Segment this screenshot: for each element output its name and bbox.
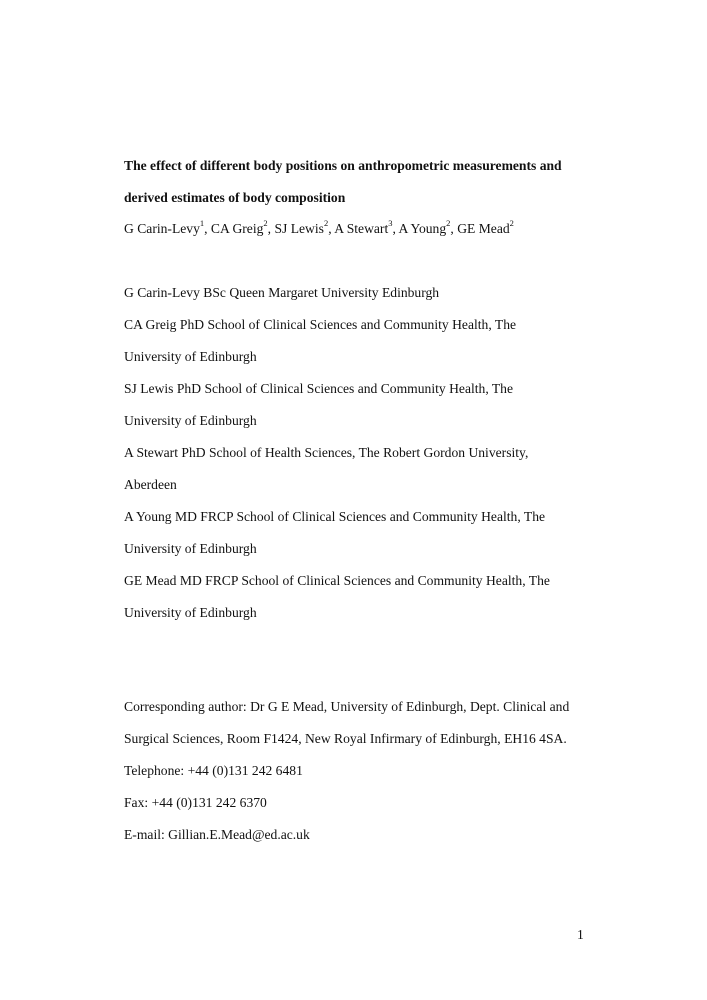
fax: Fax: +44 (0)131 242 6370	[124, 795, 267, 810]
page-number: 1	[577, 927, 584, 942]
author-list	[124, 218, 514, 237]
author: A Young$^2$,	[398, 218, 458, 236]
affiliation-line: G Carin-Levy BSc Queen Margaret University Edinburgh	[124, 285, 440, 300]
author: SJ Lewis$^2$,	[274, 218, 335, 236]
author: A Stewart$^3$,	[334, 218, 399, 236]
author: G Carin-Levy$^1$,	[124, 218, 211, 236]
title-line: The effect of different body positions on anthropometric measurements and	[124, 158, 562, 173]
affiliation-line: GE Mead MD FRCP School of Clinical Sciences and Community Health, The	[124, 573, 550, 588]
email: E-mail: Gillian.E.Mead@ed.ac.uk	[124, 827, 310, 842]
correspondence-line: Corresponding author: Dr G E Mead, University of Edinburgh, Dept. Clinical and	[124, 699, 570, 714]
author: CA Greig$^2$,	[210, 218, 275, 236]
affiliation-line: University of Edinburgh	[124, 605, 257, 620]
affiliation-line: University of Edinburgh	[124, 349, 257, 364]
correspondence-line: Surgical Sciences, Room F1424, New Royal Infirmary of Edinburgh, EH16 4SA.	[124, 731, 567, 746]
author: GE Mead$^2$	[457, 218, 514, 236]
title-line: derived estimates of body composition	[124, 190, 346, 205]
affiliation-line: A Stewart PhD School of Health Sciences, The Robert Gordon University,	[124, 445, 529, 460]
affiliation-line: Aberdeen	[124, 477, 177, 492]
affiliation-line: SJ Lewis PhD School of Clinical Sciences and Community Health, The	[124, 381, 514, 396]
affiliation-line: University of Edinburgh	[124, 541, 257, 556]
affiliation-line: CA Greig PhD School of Clinical Sciences and Community Health, The	[124, 317, 517, 332]
affiliation-line: University of Edinburgh	[124, 413, 257, 428]
affiliation-line: A Young MD FRCP School of Clinical Sciences and Community Health, The	[124, 509, 546, 524]
telephone: Telephone: +44 (0)131 242 6481	[124, 763, 303, 778]
